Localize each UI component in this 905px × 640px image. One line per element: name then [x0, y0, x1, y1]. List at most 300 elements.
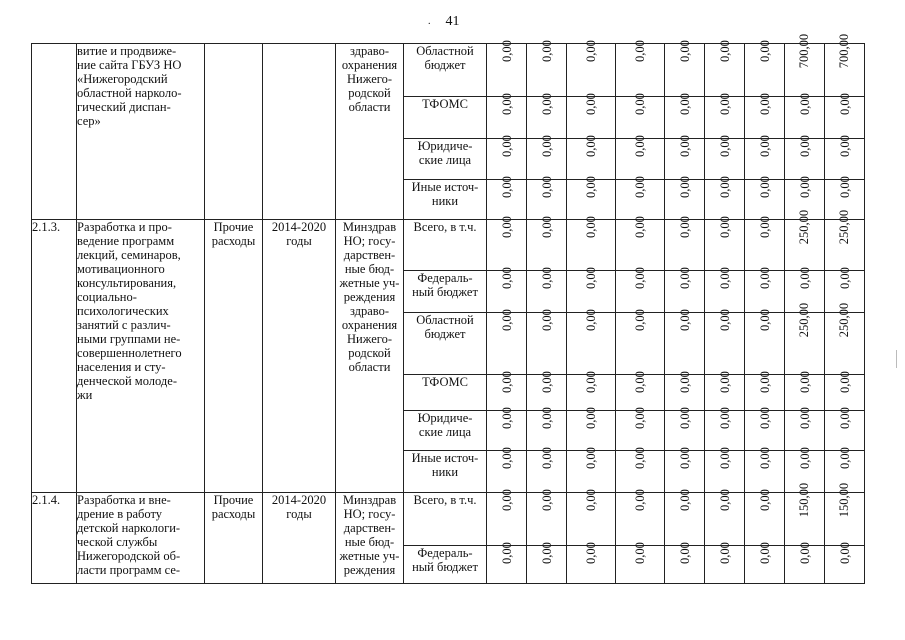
value-text: 0,00: [539, 40, 554, 62]
executor-line: жетные уч-: [339, 276, 400, 290]
value-cell: [825, 302, 865, 375]
funding-source: [404, 139, 487, 180]
value-cell: [705, 542, 745, 584]
value-text: 0,00: [797, 135, 812, 157]
funding-source: [404, 375, 487, 411]
value-text: 0,00: [499, 135, 514, 157]
value-cell: [785, 542, 825, 584]
item-description-line: населения и сту-: [77, 360, 166, 374]
item-description: [77, 493, 205, 584]
value-cell: [745, 40, 785, 97]
executor-line: здраво-: [349, 304, 390, 318]
value-cell: [487, 176, 527, 220]
item-description-line: сер»: [77, 114, 101, 128]
value-text: 0,00: [757, 447, 772, 469]
value-cell: [785, 407, 825, 451]
value-cell: [567, 542, 616, 584]
item-number: [32, 44, 77, 220]
value-text: 0,00: [677, 135, 692, 157]
item-description-line: мотивационного: [77, 262, 165, 276]
executor-line: ные бюд-: [344, 535, 395, 549]
funding-source-line: Всего, в т.ч.: [413, 493, 477, 507]
value-text: 0,00: [717, 407, 732, 429]
value-cell: [825, 33, 865, 97]
value-text: 0,00: [677, 371, 692, 393]
value-cell: [705, 135, 745, 180]
value-text: 0,00: [633, 447, 647, 469]
period: [263, 493, 336, 584]
value-cell: [745, 407, 785, 451]
funding-source-line: бюджет: [424, 327, 466, 341]
expense-type: [205, 493, 263, 584]
value-cell: [616, 93, 665, 139]
value-text: 700,00: [797, 33, 812, 69]
value-cell: [785, 209, 825, 271]
executor-line: ные бюд-: [344, 262, 395, 276]
value-cell: [745, 135, 785, 180]
value-cell: [745, 267, 785, 313]
value-text: 0,00: [539, 542, 554, 564]
value-cell: [745, 93, 785, 139]
page-number: 41: [445, 14, 460, 29]
item-description-line: ными группами не-: [77, 332, 181, 346]
value-text: 0,00: [797, 447, 812, 469]
value-cell: [665, 40, 705, 97]
value-cell: [785, 302, 825, 375]
item-description-line: ласти программ се-: [77, 563, 181, 577]
executor: [336, 44, 404, 220]
budget-table: [31, 33, 865, 584]
value-text: 0,00: [677, 407, 692, 429]
value-text: 0,00: [717, 40, 732, 62]
value-text: 0,00: [584, 176, 598, 198]
value-cell: [616, 216, 665, 271]
value-cell: [705, 40, 745, 97]
funding-source: [404, 220, 487, 271]
value-cell: [665, 309, 705, 375]
value-cell: [527, 216, 567, 271]
value-cell: [785, 482, 825, 546]
value-cell: [487, 407, 527, 451]
value-cell: [825, 542, 865, 584]
executor-line: охранения: [341, 318, 398, 332]
value-cell: [616, 40, 665, 97]
value-cell: [705, 267, 745, 313]
funding-source: [404, 411, 487, 451]
value-cell: [665, 542, 705, 584]
funding-source-line: Всего, в т.ч.: [413, 220, 477, 234]
value-text: 0,00: [757, 267, 772, 289]
value-cell: [705, 407, 745, 451]
value-text: 0,00: [797, 93, 812, 115]
value-text: 0,00: [677, 542, 692, 564]
value-cell: [487, 371, 527, 411]
value-text: 0,00: [797, 267, 812, 289]
item-number: 2.1.3.: [32, 220, 77, 493]
value-text: 0,00: [757, 176, 772, 198]
executor: [336, 493, 404, 584]
value-text: 0,00: [584, 40, 598, 62]
value-text: 0,00: [633, 40, 647, 62]
value-cell: [785, 135, 825, 180]
item-description-line: ние сайта ГБУЗ НО: [77, 58, 182, 72]
value-text: 0,00: [499, 40, 514, 62]
value-text: 250,00: [837, 302, 852, 338]
value-text: 250,00: [837, 209, 852, 245]
period-line: 2014-2020: [271, 493, 327, 507]
period: [263, 220, 336, 493]
value-cell: [527, 309, 567, 375]
value-text: 0,00: [677, 176, 692, 198]
item-description-line: Разработка и про-: [77, 220, 172, 234]
value-text: 0,00: [677, 93, 692, 115]
value-cell: [567, 309, 616, 375]
value-cell: [705, 309, 745, 375]
item-description-line: социально-: [77, 290, 137, 304]
value-text: 0,00: [584, 267, 598, 289]
value-cell: [825, 93, 865, 139]
item-description: [77, 44, 205, 220]
value-cell: [665, 216, 705, 271]
value-cell: [527, 371, 567, 411]
value-text: 0,00: [677, 309, 692, 331]
funding-source: [404, 44, 487, 97]
value-text: 0,00: [633, 489, 647, 511]
value-text: 0,00: [717, 309, 732, 331]
item-description-line: ческой службы: [77, 535, 158, 549]
value-cell: [665, 135, 705, 180]
value-text: 0,00: [717, 267, 732, 289]
value-cell: [616, 447, 665, 493]
value-cell: [745, 447, 785, 493]
item-description-line: жи: [77, 388, 93, 402]
value-cell: [665, 176, 705, 220]
value-text: 0,00: [584, 371, 598, 393]
value-text: 150,00: [837, 482, 852, 518]
value-text: 0,00: [584, 93, 598, 115]
value-cell: [567, 135, 616, 180]
value-text: 0,00: [757, 309, 772, 331]
executor: [336, 220, 404, 493]
value-text: 0,00: [797, 371, 812, 393]
value-cell: [487, 447, 527, 493]
value-text: 0,00: [499, 176, 514, 198]
value-text: 0,00: [539, 93, 554, 115]
executor-line: дарствен-: [343, 248, 396, 262]
value-text: 0,00: [633, 93, 647, 115]
item-description-line: консультирования,: [77, 276, 177, 290]
value-text: 0,00: [539, 407, 554, 429]
value-cell: [825, 371, 865, 411]
funding-source-line: ники: [431, 465, 459, 479]
value-cell: [616, 176, 665, 220]
value-cell: [825, 209, 865, 271]
value-cell: [567, 216, 616, 271]
value-text: 0,00: [539, 216, 554, 238]
executor-line: НО; госу-: [343, 234, 396, 248]
executor-line: области: [348, 100, 391, 114]
funding-source: [404, 271, 487, 313]
executor-line: дарствен-: [343, 521, 396, 535]
item-description-line: областной нарколо-: [77, 86, 182, 100]
value-text: 0,00: [837, 407, 852, 429]
item-description: [77, 220, 205, 493]
value-text: 0,00: [837, 371, 852, 393]
value-cell: [665, 447, 705, 493]
value-text: 0,00: [539, 447, 554, 469]
value-text: 0,00: [757, 135, 772, 157]
value-text: 0,00: [757, 371, 772, 393]
value-text: 0,00: [499, 267, 514, 289]
value-text: 0,00: [757, 216, 772, 238]
value-text: 0,00: [677, 267, 692, 289]
value-text: 0,00: [837, 267, 852, 289]
item-description-line: «Нижегородский: [77, 72, 168, 86]
period: [263, 44, 336, 220]
value-cell: [567, 93, 616, 139]
value-text: 0,00: [797, 176, 812, 198]
expense-type: [205, 44, 263, 220]
value-cell: [487, 309, 527, 375]
value-text: 0,00: [539, 489, 554, 511]
value-text: 0,00: [717, 542, 732, 564]
funding-source-line: Областной: [416, 313, 474, 327]
value-text: 0,00: [633, 371, 647, 393]
expense-type: [205, 220, 263, 493]
item-description-line: витие и продвиже-: [77, 44, 177, 58]
value-text: 0,00: [837, 176, 852, 198]
value-cell: [665, 267, 705, 313]
value-cell: [567, 447, 616, 493]
value-text: 0,00: [584, 489, 598, 511]
table-row: [32, 220, 865, 271]
value-cell: [616, 267, 665, 313]
value-cell: [705, 489, 745, 546]
value-cell: [785, 93, 825, 139]
value-cell: [527, 542, 567, 584]
item-description-line: лекций, семинаров,: [77, 248, 181, 262]
value-text: 0,00: [717, 93, 732, 115]
value-cell: [527, 407, 567, 451]
value-cell: [665, 407, 705, 451]
item-description-line: дрение в работу: [77, 507, 163, 521]
value-cell: [487, 40, 527, 97]
value-text: 0,00: [633, 135, 647, 157]
value-cell: [487, 216, 527, 271]
executor-line: охранения: [341, 58, 398, 72]
value-cell: [705, 216, 745, 271]
value-text: 0,00: [584, 309, 598, 331]
value-text: 0,00: [633, 542, 647, 564]
executor-line: Минздрав: [342, 220, 397, 234]
value-text: 0,00: [584, 135, 598, 157]
value-text: 0,00: [584, 447, 598, 469]
item-description-line: психологических: [77, 304, 169, 318]
value-text: 0,00: [797, 542, 812, 564]
value-cell: [527, 135, 567, 180]
funding-source-line: ские лица: [418, 153, 472, 167]
value-cell: [745, 309, 785, 375]
item-description-line: занятий с различ-: [77, 318, 171, 332]
funding-source: [404, 180, 487, 220]
value-text: 0,00: [757, 407, 772, 429]
value-cell: [527, 447, 567, 493]
value-cell: [487, 489, 527, 546]
table-row: [32, 493, 865, 546]
value-text: 0,00: [499, 371, 514, 393]
executor-line: реждения: [343, 290, 396, 304]
value-text: 0,00: [677, 40, 692, 62]
value-text: 0,00: [677, 216, 692, 238]
value-text: 0,00: [717, 371, 732, 393]
value-cell: [745, 371, 785, 411]
value-cell: [825, 135, 865, 180]
item-description-line: гический диспан-: [77, 100, 171, 114]
value-cell: [825, 482, 865, 546]
value-text: 0,00: [633, 267, 647, 289]
value-cell: [487, 93, 527, 139]
funding-source-line: Иные источ-: [411, 180, 479, 194]
value-cell: [567, 407, 616, 451]
value-cell: [745, 176, 785, 220]
value-text: 0,00: [717, 489, 732, 511]
value-text: 0,00: [499, 489, 514, 511]
value-text: 0,00: [499, 407, 514, 429]
value-cell: [567, 489, 616, 546]
value-cell: [567, 40, 616, 97]
value-text: 0,00: [837, 542, 852, 564]
value-text: 0,00: [584, 542, 598, 564]
value-text: 0,00: [539, 135, 554, 157]
executor-line: Минздрав: [342, 493, 397, 507]
value-cell: [745, 216, 785, 271]
funding-source-line: Иные источ-: [411, 451, 479, 465]
value-text: 0,00: [677, 489, 692, 511]
value-cell: [665, 93, 705, 139]
funding-source-line: Федераль-: [417, 271, 473, 285]
value-text: 0,00: [757, 489, 772, 511]
value-text: 0,00: [539, 267, 554, 289]
expense-type-line: расходы: [211, 507, 256, 521]
value-cell: [616, 135, 665, 180]
value-text: 0,00: [499, 216, 514, 238]
value-cell: [567, 267, 616, 313]
value-text: 0,00: [797, 407, 812, 429]
item-description-line: Нижегородской об-: [77, 549, 181, 563]
period-line: 2014-2020: [271, 220, 327, 234]
value-cell: [527, 40, 567, 97]
value-cell: [705, 371, 745, 411]
value-text: 0,00: [837, 93, 852, 115]
funding-source-line: ный бюджет: [412, 285, 478, 299]
table-row: [32, 44, 865, 97]
value-cell: [487, 267, 527, 313]
value-text: 0,00: [539, 309, 554, 331]
value-cell: [665, 371, 705, 411]
value-text: 250,00: [797, 209, 812, 245]
value-cell: [616, 407, 665, 451]
funding-source: [404, 451, 487, 493]
value-cell: [567, 176, 616, 220]
funding-source: [404, 97, 487, 139]
executor-line: здраво-: [349, 44, 390, 58]
executor-line: Нижего-: [347, 332, 392, 346]
value-text: 0,00: [717, 176, 732, 198]
item-description-line: денческой молоде-: [77, 374, 177, 388]
value-text: 0,00: [499, 542, 514, 564]
expense-type-line: расходы: [211, 234, 256, 248]
value-text: 0,00: [499, 93, 514, 115]
value-text: 0,00: [717, 135, 732, 157]
value-text: 150,00: [797, 482, 812, 518]
value-text: 0,00: [717, 216, 732, 238]
value-cell: [487, 135, 527, 180]
item-description-line: Разработка и вне-: [77, 493, 171, 507]
funding-source-line: Областной: [416, 44, 474, 58]
value-text: 0,00: [499, 447, 514, 469]
value-text: 0,00: [499, 309, 514, 331]
value-cell: [705, 447, 745, 493]
value-cell: [745, 542, 785, 584]
value-text: 250,00: [797, 302, 812, 338]
value-cell: [487, 542, 527, 584]
value-text: 0,00: [757, 542, 772, 564]
item-description-line: ведение программ: [77, 234, 175, 248]
funding-source-line: ТФОМС: [422, 375, 468, 389]
funding-source-line: Федераль-: [417, 546, 473, 560]
value-text: 0,00: [677, 447, 692, 469]
value-text: 0,00: [633, 216, 647, 238]
value-text: 0,00: [837, 135, 852, 157]
value-text: 0,00: [757, 40, 772, 62]
value-text: 0,00: [633, 309, 647, 331]
expense-type-line: Прочие: [213, 220, 254, 234]
executor-line: области: [348, 360, 391, 374]
value-text: 0,00: [757, 93, 772, 115]
item-description-line: совершеннолетнего: [77, 346, 182, 360]
value-text: 0,00: [633, 407, 647, 429]
funding-source-line: Юридиче-: [417, 139, 473, 153]
executor-line: НО; госу-: [343, 507, 396, 521]
value-cell: [527, 267, 567, 313]
value-cell: [665, 489, 705, 546]
funding-source-line: ный бюджет: [412, 560, 478, 574]
expense-type-line: Прочие: [213, 493, 254, 507]
value-text: 0,00: [717, 447, 732, 469]
value-cell: [616, 542, 665, 584]
item-description-line: детской наркологи-: [77, 521, 181, 535]
funding-source: [404, 493, 487, 546]
value-text: 0,00: [539, 371, 554, 393]
value-text: 0,00: [584, 216, 598, 238]
value-cell: [785, 33, 825, 97]
corner-mark: .: [428, 16, 431, 27]
value-cell: [567, 371, 616, 411]
funding-source-line: ТФОМС: [422, 97, 468, 111]
value-text: 0,00: [539, 176, 554, 198]
value-cell: [705, 93, 745, 139]
funding-source: [404, 546, 487, 584]
funding-source: [404, 313, 487, 375]
funding-source-line: бюджет: [424, 58, 466, 72]
value-cell: [527, 176, 567, 220]
executor-line: родской: [348, 346, 391, 360]
value-text: 0,00: [633, 176, 647, 198]
executor-line: реждения: [343, 563, 396, 577]
value-text: 700,00: [837, 33, 852, 69]
item-number: 2.1.4.: [32, 493, 77, 584]
executor-line: родской: [348, 86, 391, 100]
